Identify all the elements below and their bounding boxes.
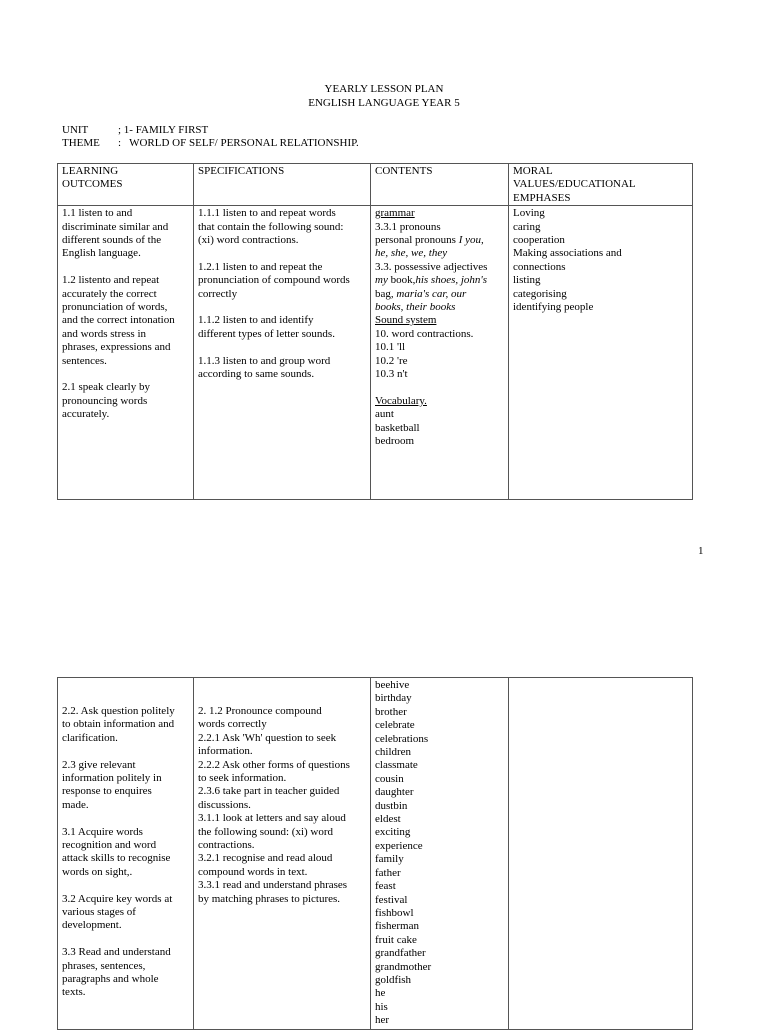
text-line: his shoes, john's xyxy=(415,274,488,287)
text-line: by matching phrases to pictures. xyxy=(198,892,341,905)
text-line: various stages of xyxy=(62,906,136,919)
text-line: Loving xyxy=(513,207,545,220)
text-line: response to enquires xyxy=(62,785,152,798)
unit-line xyxy=(62,124,208,137)
text-line: MORAL xyxy=(513,165,553,177)
text-line: grandfather xyxy=(375,947,426,960)
theme-line xyxy=(62,137,359,150)
lesson-plan-table-page2 xyxy=(57,677,693,1030)
contents-cell xyxy=(371,678,509,1030)
text-line: pronunciation of compound words xyxy=(198,274,350,287)
specifications-cell xyxy=(194,678,371,1030)
spacer xyxy=(375,382,504,395)
spacer xyxy=(198,247,366,260)
text-line: accurately. xyxy=(62,408,110,421)
text-line: Making associations and xyxy=(513,247,622,260)
spacer xyxy=(198,341,366,354)
text-line: listing xyxy=(513,274,541,287)
text-line: 3.3. possessive adjectives xyxy=(375,260,488,273)
text-line: development. xyxy=(62,919,122,932)
text-line: sentences. xyxy=(62,354,107,367)
text-line: contractions. xyxy=(198,839,255,852)
text-line: 10.3 n't xyxy=(375,368,408,381)
text-line: her xyxy=(375,1014,390,1027)
text-line: and words stress in xyxy=(62,327,147,340)
text-line xyxy=(375,234,504,247)
header-learning-outcomes xyxy=(58,164,194,206)
spacer xyxy=(62,261,189,274)
text-line: LEARNING xyxy=(62,165,119,177)
text-line: different types of letter sounds. xyxy=(198,327,335,340)
text-line: 1.1.1 listen to and repeat words xyxy=(198,207,336,220)
text-line xyxy=(375,274,504,287)
text-line: personal pronouns xyxy=(375,234,459,247)
text-line: 2.3.6 take part in teacher guided xyxy=(198,785,340,798)
text-line: recognition and word xyxy=(62,839,157,852)
page-number: 1 xyxy=(698,545,704,557)
text-line: beehive xyxy=(375,679,410,691)
text-line: categorising xyxy=(513,287,567,300)
text-line: 10. word contractions. xyxy=(375,327,474,340)
text-line: 3.2 Acquire key words at xyxy=(62,892,173,905)
spacer xyxy=(62,933,189,946)
text-line: 3.3.1 read and understand phrases xyxy=(198,879,348,892)
text-line: words on sight,. xyxy=(62,865,133,878)
text-line: VALUES/EDUCATIONAL xyxy=(513,178,636,191)
text-line: 2.1 speak clearly by xyxy=(62,381,150,394)
theme-value: : WORLD OF SELF/ PERSONAL RELATIONSHIP. xyxy=(118,137,359,149)
text-line: accurately the correct xyxy=(62,287,157,300)
text-line: 2.2. Ask question politely xyxy=(62,705,175,717)
text-line: 10.1 'll xyxy=(375,341,406,354)
text-line: discriminate similar and xyxy=(62,220,169,233)
text-line: 3.3.1 pronouns xyxy=(375,220,441,233)
learning-outcomes-cell xyxy=(58,678,194,1030)
text-line: children xyxy=(375,746,412,759)
text-line: 1.2 listento and repeat xyxy=(62,274,160,287)
text-line: made. xyxy=(62,798,89,811)
text-line: phrases, expressions and xyxy=(62,341,171,354)
vocabulary-heading: Vocabulary. xyxy=(375,394,427,407)
text-line: according to same sounds. xyxy=(198,368,315,381)
text-line: phrases, sentences, xyxy=(62,959,146,972)
text-line: cousin xyxy=(375,772,404,785)
text-line: birthday xyxy=(375,692,412,705)
moral-values-cell xyxy=(509,678,693,1030)
table-header-row xyxy=(58,164,693,206)
contents-cell xyxy=(371,206,509,500)
text-line: dustbin xyxy=(375,799,408,812)
text-line: 2.2.1 Ask 'Wh' question to seek xyxy=(198,731,337,744)
text-line: family xyxy=(375,853,404,866)
text-line: to seek information. xyxy=(198,772,287,785)
text-line: father xyxy=(375,866,401,879)
text-line: that contain the following sound: xyxy=(198,220,344,233)
text-line: SPECIFICATIONS xyxy=(198,165,285,177)
text-line: EMPHASES xyxy=(513,191,571,204)
text-line: 2.3 give relevant xyxy=(62,758,136,771)
text-line: 3.2.1 recognise and read aloud xyxy=(198,852,333,865)
text-line: CONTENTS xyxy=(375,165,433,177)
text-line: maria's car, our xyxy=(396,287,467,300)
text-line: different sounds of the xyxy=(62,234,162,247)
text-line: 2.2.2 Ask other forms of questions xyxy=(198,758,350,771)
text-line: to obtain information and xyxy=(62,718,175,731)
text-line: basketball xyxy=(375,421,420,434)
text-line: 1.2.1 listen to and repeat the xyxy=(198,260,323,273)
text-line: 1.1 listen to and xyxy=(62,207,133,220)
text-line xyxy=(375,288,504,301)
text-line: 3.3 Read and understand xyxy=(62,946,171,959)
text-line: daughter xyxy=(375,786,414,799)
text-line: eldest xyxy=(375,813,401,826)
text-line: 2. 1.2 Pronounce compound xyxy=(198,705,322,717)
text-line: experience xyxy=(375,839,423,852)
text-line: I you, xyxy=(458,234,484,247)
text-line: 3.1 Acquire words xyxy=(62,825,143,838)
text-line: information politely in xyxy=(62,772,162,785)
text-line: fruit cake xyxy=(375,933,417,946)
text-line: words correctly xyxy=(198,718,267,731)
text-line: exciting xyxy=(375,826,411,839)
text-line: books, their books xyxy=(375,301,456,314)
table-row xyxy=(58,206,693,500)
text-line: compound words in text. xyxy=(198,865,308,878)
theme-label: THEME xyxy=(62,137,100,149)
text-line: his xyxy=(375,1000,388,1013)
table-row xyxy=(58,678,693,1030)
text-line: grandmother xyxy=(375,960,432,973)
text-line: bag, xyxy=(375,287,397,300)
text-line: OUTCOMES xyxy=(62,178,123,191)
text-line: correctly xyxy=(198,287,238,300)
text-line: aunt xyxy=(375,408,394,421)
text-line: (xi) word contractions. xyxy=(198,234,299,247)
text-line: he, she, we, they xyxy=(375,247,448,260)
spacer xyxy=(198,301,366,314)
sound-system-heading: Sound system xyxy=(375,314,437,327)
moral-values-cell xyxy=(509,206,693,500)
text-line: paragraphs and whole xyxy=(62,973,159,986)
spacer xyxy=(198,679,366,705)
text-line: pronunciation of words, xyxy=(62,301,168,314)
text-line: festival xyxy=(375,893,408,906)
text-line: feast xyxy=(375,880,396,893)
spacer xyxy=(62,368,189,381)
text-line: cooperation xyxy=(513,234,565,247)
text-line: celebrate xyxy=(375,719,415,732)
grammar-heading: grammar xyxy=(375,207,415,220)
text-line: book, xyxy=(390,274,416,287)
text-line: celebrations xyxy=(375,732,429,745)
text-line: he xyxy=(375,987,386,1000)
text-line: clarification. xyxy=(62,731,118,744)
text-line: the following sound: (xi) word xyxy=(198,825,334,838)
text-line: 3.1.1 look at letters and say aloud xyxy=(198,812,346,825)
text-line: and the correct intonation xyxy=(62,314,175,327)
text-line: texts. xyxy=(62,986,86,999)
text-line: identifying people xyxy=(513,301,594,314)
specifications-cell xyxy=(194,206,371,500)
text-line: discussions. xyxy=(198,798,251,811)
unit-label: UNIT xyxy=(62,124,89,136)
header-specifications xyxy=(194,164,371,206)
text-line: brother xyxy=(375,705,407,718)
text-line: information. xyxy=(198,745,253,758)
text-line: attack skills to recognise xyxy=(62,852,171,865)
unit-value: ; 1- FAMILY FIRST xyxy=(118,124,209,136)
spacer xyxy=(62,879,189,892)
text-line: connections xyxy=(513,260,566,273)
lesson-plan-table-page1 xyxy=(57,163,693,500)
document-subtitle: ENGLISH LANGUAGE YEAR 5 xyxy=(308,97,460,109)
text-line: English language. xyxy=(62,247,141,260)
header-contents xyxy=(371,164,509,206)
spacer xyxy=(62,679,189,705)
text-line: classmate xyxy=(375,759,418,772)
text-line: 1.1.3 listen to and group word xyxy=(198,354,331,367)
learning-outcomes-cell xyxy=(58,206,194,500)
text-line: caring xyxy=(513,220,541,233)
spacer xyxy=(62,812,189,825)
text-line: fishbowl xyxy=(375,906,414,919)
text-line: fisherman xyxy=(375,920,419,933)
text-line: 10.2 're xyxy=(375,354,408,367)
text-line: 1.1.2 listen to and identify xyxy=(198,314,314,327)
text-line: bedroom xyxy=(375,435,415,448)
text-line: goldfish xyxy=(375,973,412,986)
document-title: YEARLY LESSON PLAN xyxy=(324,83,444,95)
text-line: my xyxy=(375,274,391,287)
spacer xyxy=(62,745,189,758)
header-moral-values xyxy=(509,164,693,206)
text-line: pronouncing words xyxy=(62,394,148,407)
